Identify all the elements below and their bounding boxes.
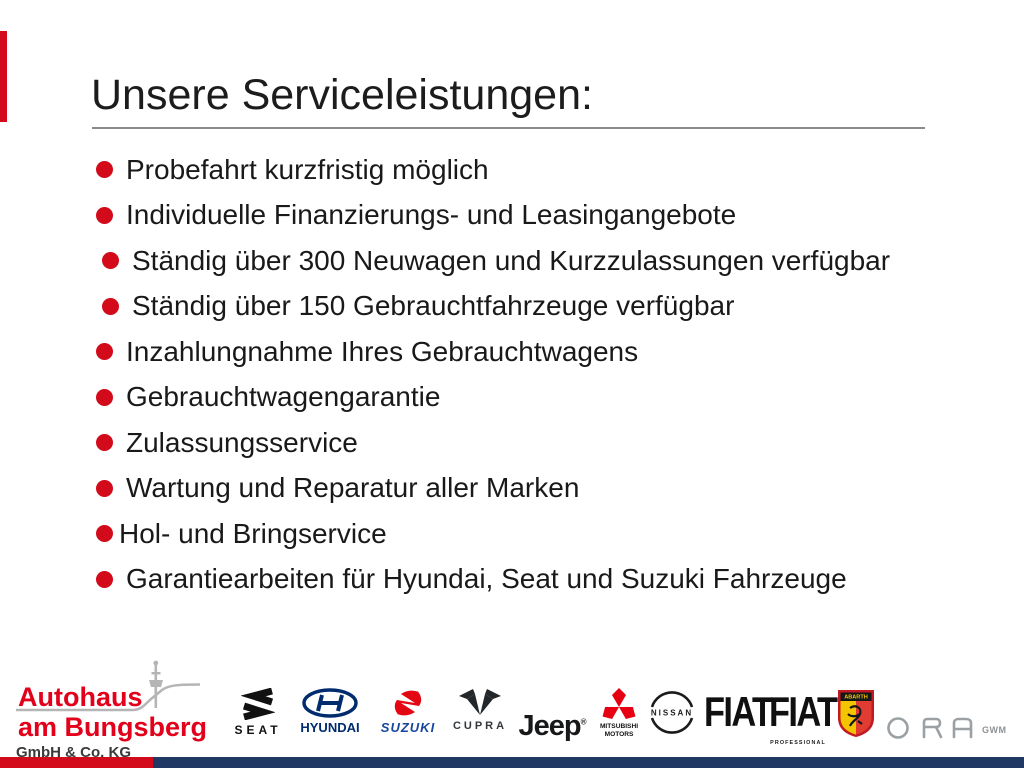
list-item (96, 238, 890, 284)
left-accent-bar (0, 31, 7, 122)
suzuki-icon (391, 688, 425, 718)
list-item (96, 284, 890, 330)
abarth-wordmark: ABARTH (844, 694, 868, 701)
page-title: Unsere Serviceleistungen: (91, 71, 593, 119)
bullet-icon (96, 343, 113, 360)
seat-wordmark: SEAT (234, 723, 282, 737)
fiat-professional-wordmark: FIAT (769, 688, 837, 735)
cupra-icon (458, 688, 502, 716)
mitsubishi-wordmark-line2: MOTORS (604, 731, 634, 738)
bullet-icon (96, 207, 113, 224)
abarth-icon (836, 688, 876, 738)
fiat-wordmark: FIAT (704, 688, 772, 735)
nissan-wordmark: NISSAN (650, 708, 694, 718)
mitsubishi-icon (596, 688, 642, 740)
list-item-label: Garantiearbeiten für Hyundai, Seat und Suzuki Fahrzeuge (126, 563, 847, 595)
jeep-wordmark: Jeep® (518, 710, 586, 742)
brand-mitsubishi (596, 688, 642, 740)
bullet-icon (96, 161, 113, 178)
title-underline (92, 127, 925, 129)
brand-abarth (834, 688, 878, 738)
jeep-registered-mark: ® (580, 717, 586, 727)
ora-icon (886, 715, 1016, 741)
nissan-icon (644, 688, 700, 738)
bullet-icon (96, 434, 113, 451)
list-item-label: Hol- und Bringservice (119, 517, 387, 549)
list-item (96, 147, 890, 193)
list-item (96, 193, 890, 239)
brand-jeep (517, 710, 587, 743)
bullet-icon (96, 525, 113, 542)
brand-fiat (704, 688, 772, 735)
bullet-icon (102, 252, 119, 269)
service-list (96, 147, 890, 602)
list-item-label: Individuelle Finanzierungs- und Leasingangebote (126, 199, 737, 231)
list-item-label: Zulassungsservice (126, 426, 358, 458)
company-name-line3: GmbH & Co. KG (16, 744, 131, 761)
list-item (96, 375, 890, 421)
hyundai-icon (302, 688, 358, 718)
company-name-line1: Autohaus (18, 682, 143, 712)
list-item (96, 329, 890, 375)
brand-cupra (449, 688, 511, 732)
brand-seat (228, 688, 288, 737)
list-item (96, 420, 890, 466)
brand-suzuki (376, 688, 440, 735)
fiat-professional-sub (769, 736, 827, 746)
bottom-bar-blue (153, 757, 1024, 768)
brand-nissan (643, 688, 701, 738)
list-item-label: Wartung und Reparatur aller Marken (126, 472, 580, 504)
seat-icon (241, 688, 275, 720)
hyundai-wordmark: HYUNDAI (300, 720, 360, 735)
mitsubishi-wordmark-line1: MITSUBISHI (599, 723, 639, 730)
list-item (96, 511, 890, 557)
list-item (96, 557, 890, 603)
brand-hyundai (294, 688, 366, 735)
list-item-label: Ständig über 300 Neuwagen und Kurzzulassungen verfügbar (132, 244, 891, 276)
bullet-icon (96, 571, 113, 588)
bullet-icon (96, 389, 113, 406)
list-item (96, 466, 890, 512)
company-name-line2: am Bungsberg (18, 712, 208, 742)
gwm-wordmark: GWM (982, 725, 1007, 735)
cupra-wordmark: CUPRA (452, 720, 508, 732)
brand-ora (886, 715, 1016, 746)
list-item-label: Gebrauchtwagengarantie (126, 381, 441, 413)
svg-text:PROFESSIONAL: PROFESSIONAL (770, 739, 826, 746)
bullet-icon (102, 298, 119, 315)
list-item-label: Inzahlungnahme Ihres Gebrauchtwagens (126, 335, 639, 367)
bullet-icon (96, 480, 113, 497)
brand-fiat-professional (769, 688, 837, 746)
suzuki-wordmark: SUZUKI (380, 720, 436, 735)
list-item-label: Probefahrt kurzfristig möglich (126, 153, 489, 185)
company-logo (10, 658, 225, 764)
list-item-label: Ständig über 150 Gebrauchtfahrzeuge verfügbar (132, 290, 735, 322)
